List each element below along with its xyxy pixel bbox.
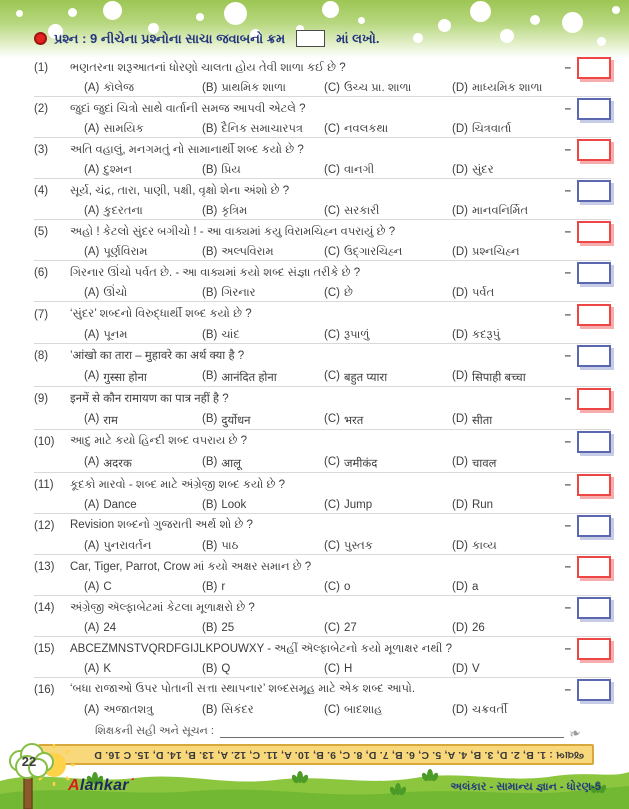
option[interactable] bbox=[324, 164, 452, 177]
question-number: (12) bbox=[34, 519, 55, 532]
answer-box[interactable] bbox=[577, 597, 611, 619]
answer-box[interactable] bbox=[577, 57, 611, 79]
option[interactable] bbox=[324, 499, 452, 511]
option-key: (C) bbox=[324, 287, 340, 300]
instruction-header bbox=[34, 30, 609, 47]
question-number: (15) bbox=[34, 643, 55, 656]
answer-box[interactable] bbox=[577, 304, 611, 326]
answer-dash: – bbox=[564, 144, 571, 157]
option-key: (B) bbox=[202, 82, 218, 95]
answer-box[interactable] bbox=[577, 515, 611, 537]
option[interactable] bbox=[452, 456, 611, 471]
option-label: दुर्योधन bbox=[221, 414, 251, 427]
option[interactable] bbox=[452, 329, 611, 342]
option[interactable] bbox=[202, 663, 324, 675]
option[interactable] bbox=[452, 205, 611, 218]
question-text: ABCEZMNSTVQRDFGIJLKPOUWXY - અહીં ઍલ્ફાબેટનો કયો મૂળાક્ષર નથી ? bbox=[70, 642, 453, 655]
sample-answer-box bbox=[296, 30, 325, 47]
option-label: છે bbox=[343, 287, 353, 300]
option-key: (B) bbox=[202, 412, 218, 425]
footer-book-title: અલંકાર - સામાન્ય જ્ઞાન - ધોરણ-5 bbox=[450, 781, 601, 793]
option-label: બાદશાહ bbox=[343, 703, 383, 716]
question-number: (9) bbox=[34, 392, 49, 405]
option[interactable] bbox=[324, 413, 452, 428]
option[interactable] bbox=[452, 287, 611, 300]
option-label: કદરૂપું bbox=[471, 328, 501, 341]
option-label: सिपाही बच्चा bbox=[471, 371, 526, 384]
question-row bbox=[34, 138, 611, 179]
option-key: (C) bbox=[324, 539, 340, 552]
option-key: (A) bbox=[84, 412, 100, 425]
question-number: (8) bbox=[34, 349, 49, 362]
option-label: દુશ્મન bbox=[103, 164, 133, 177]
question-row bbox=[34, 261, 611, 302]
option[interactable] bbox=[84, 205, 202, 218]
question-text: ‘બધા રાજાઓ ઉપર પોતાની સત્તા સ્થાપનાર’ શબ્દસમૂહ માટે એક શબ્દ આપો. bbox=[70, 683, 416, 696]
option-label: કૉલેજ bbox=[103, 82, 135, 95]
tree-graphic bbox=[2, 743, 80, 809]
answer-dash: – bbox=[564, 349, 571, 362]
option-label: સામયિક bbox=[103, 123, 144, 136]
option[interactable] bbox=[452, 82, 611, 95]
option-key: (A) bbox=[84, 246, 100, 259]
question-row bbox=[34, 179, 611, 220]
option-label: आनंदित होना bbox=[221, 371, 277, 384]
option-key: (D) bbox=[452, 205, 468, 218]
option-label: गुस्सा होना bbox=[103, 371, 147, 384]
option-label: Run bbox=[471, 499, 494, 512]
option[interactable] bbox=[324, 704, 452, 717]
option[interactable] bbox=[202, 164, 324, 177]
instruction-text-before: પ્રશ્ન : 9 નીચેના પ્રશ્નોના સાચા જવાબનો ક્રમ bbox=[54, 30, 286, 46]
option[interactable] bbox=[84, 287, 202, 300]
answer-key-text: જવાબ : 1. B, 2. D, 3. B, 4. A, 5. C, 6. B, 7. D, 8. C, 9. B, 10. A, 11. C, 12. A, 13. B, 14. D, 15. C 16. D bbox=[94, 749, 584, 761]
option-label: પુસ્તક bbox=[343, 539, 373, 552]
option-key: (D) bbox=[452, 703, 468, 716]
question-row bbox=[34, 637, 611, 678]
question-row bbox=[34, 302, 611, 343]
sprout-icon: ❧ bbox=[567, 723, 583, 743]
answer-dash: – bbox=[564, 308, 571, 321]
option-key: (D) bbox=[452, 412, 468, 425]
option-label: પૂર્ણવિરામ bbox=[103, 246, 148, 259]
option[interactable] bbox=[84, 456, 202, 471]
question-number: (4) bbox=[34, 185, 49, 198]
option[interactable] bbox=[202, 329, 324, 342]
question-row bbox=[34, 473, 611, 514]
question-text: इनमें से कौन रामायण का पात्र नहीं है ? bbox=[70, 393, 229, 406]
answer-box[interactable] bbox=[577, 431, 611, 453]
page-number: 22 bbox=[21, 754, 37, 769]
option[interactable] bbox=[202, 246, 324, 259]
option-label: રૂપાળું bbox=[343, 328, 370, 341]
option-label: પ્રિય bbox=[221, 164, 241, 177]
question-number: (16) bbox=[34, 683, 55, 696]
option-key: (D) bbox=[452, 164, 468, 177]
option-key: (D) bbox=[452, 246, 468, 259]
option-key: (B) bbox=[202, 369, 218, 382]
option-key: (D) bbox=[452, 82, 468, 95]
option[interactable] bbox=[84, 164, 202, 177]
option-label: ઉચ્ચ પ્રા. શાળા bbox=[343, 82, 412, 95]
option-label: પ્રશ્નચિહ્ન bbox=[471, 246, 520, 259]
option[interactable] bbox=[452, 413, 611, 428]
option[interactable] bbox=[324, 246, 452, 259]
option[interactable] bbox=[324, 205, 452, 218]
question-number: (7) bbox=[34, 308, 49, 321]
question-text: અતિ વહાલું, મનગમતું નો સામાનાર્થી શબ્દ કયો છે ? bbox=[70, 143, 304, 156]
option[interactable] bbox=[84, 622, 202, 634]
option-label: પૂનમ bbox=[103, 328, 128, 341]
option[interactable] bbox=[84, 581, 202, 593]
option-key: (A) bbox=[84, 581, 100, 594]
option-label: भरत bbox=[343, 414, 364, 427]
option-label: ગિરનાર bbox=[221, 287, 256, 300]
option-key: (D) bbox=[452, 499, 468, 512]
option[interactable] bbox=[324, 540, 452, 553]
option-label: o bbox=[343, 581, 351, 594]
option[interactable] bbox=[202, 540, 324, 553]
option[interactable] bbox=[202, 123, 324, 136]
option-key: (B) bbox=[202, 499, 218, 512]
option-label: દૈનિક સમાચારપત્ર bbox=[221, 123, 304, 136]
option-label: C bbox=[103, 581, 112, 594]
option-key: (A) bbox=[84, 328, 100, 341]
option[interactable] bbox=[202, 413, 324, 428]
option-label: ઊંચો bbox=[103, 287, 128, 300]
answer-dash: – bbox=[564, 267, 571, 280]
option[interactable] bbox=[452, 370, 611, 385]
option-label: अदरक bbox=[103, 457, 132, 470]
option-key: (C) bbox=[324, 328, 340, 341]
option-label: પાઠ bbox=[221, 539, 239, 552]
option-key: (C) bbox=[324, 164, 340, 177]
question-number: (6) bbox=[34, 267, 49, 280]
option[interactable] bbox=[324, 287, 452, 300]
option-key: (C) bbox=[324, 369, 340, 382]
answer-box[interactable] bbox=[577, 638, 611, 660]
option-key: (C) bbox=[324, 82, 340, 95]
question-number: (13) bbox=[34, 561, 55, 574]
question-row bbox=[34, 430, 611, 473]
question-row bbox=[34, 56, 611, 97]
option-label: आलू bbox=[221, 457, 241, 470]
option-label: Jump bbox=[343, 499, 373, 512]
option-key: (A) bbox=[84, 499, 100, 512]
option-label: સુંદર bbox=[471, 164, 494, 177]
option[interactable] bbox=[202, 499, 324, 511]
answer-box[interactable] bbox=[577, 388, 611, 410]
option-label: પુનરાવર્તન bbox=[103, 539, 152, 552]
option[interactable] bbox=[202, 456, 324, 471]
question-number: (3) bbox=[34, 144, 49, 157]
answer-dash: – bbox=[564, 435, 571, 448]
option[interactable] bbox=[324, 370, 452, 385]
question-text: સૂર્ય, ચંદ્ર, તારા, પાણી, પક્ષી, વૃક્ષો શેના અંશો છે ? bbox=[70, 184, 290, 197]
logo-text: Alankar bbox=[68, 777, 129, 794]
option-label: राम bbox=[103, 414, 118, 427]
option-label: V bbox=[471, 663, 480, 676]
option-key: (C) bbox=[324, 703, 340, 716]
option[interactable] bbox=[452, 663, 611, 675]
question-text: Car, Tiger, Parrot, Crow માં કયો અક્ષર સમાન છે ? bbox=[70, 560, 312, 573]
option[interactable] bbox=[84, 663, 202, 675]
answer-dash: – bbox=[564, 62, 571, 75]
option-key: (D) bbox=[452, 539, 468, 552]
answer-box[interactable] bbox=[577, 221, 611, 243]
red-dot-icon bbox=[34, 32, 47, 45]
option-key: (B) bbox=[202, 246, 218, 259]
option-key: (B) bbox=[202, 205, 218, 218]
answer-box[interactable] bbox=[577, 679, 611, 701]
option[interactable] bbox=[202, 704, 324, 717]
option-label: માધ્યમિક શાળા bbox=[471, 82, 543, 95]
option-key: (A) bbox=[84, 287, 100, 300]
option[interactable] bbox=[452, 123, 611, 136]
option-key: (B) bbox=[202, 164, 218, 177]
option-key: (D) bbox=[452, 581, 468, 594]
question-row bbox=[34, 514, 611, 555]
option[interactable] bbox=[84, 246, 202, 259]
option-label: માનવનિર્મિત bbox=[471, 205, 529, 218]
question-text: કૂદકો મારવો - શબ્દ માટે અંગ્રેજી શબ્દ કયો છે ? bbox=[70, 478, 285, 491]
option-key: (A) bbox=[84, 455, 100, 468]
option-key: (B) bbox=[202, 123, 218, 136]
option-label: કાવ્ય bbox=[471, 539, 497, 552]
option[interactable] bbox=[202, 370, 324, 385]
question-text: આદુ માટે કયો હિન્દી શબ્દ વપરાય છે ? bbox=[70, 435, 248, 448]
question-text: ‘સુંદર’ શબ્દનો વિરુદ્ધાર્થી શબ્દ કયો છે ? bbox=[70, 308, 252, 320]
question-row bbox=[34, 596, 611, 637]
answer-dash: – bbox=[564, 226, 571, 239]
option-key: (A) bbox=[84, 123, 100, 136]
option-key: (D) bbox=[452, 622, 468, 635]
option[interactable] bbox=[202, 287, 324, 300]
question-text: ’आंखो का तारा – मुहावरे का अर्थ क्या है ? bbox=[70, 350, 245, 363]
option-label: बहुत प्यारा bbox=[343, 371, 388, 384]
option[interactable] bbox=[202, 622, 324, 634]
answer-dash: – bbox=[564, 683, 571, 696]
option-label: અલ્પવિરામ bbox=[221, 246, 274, 259]
option-key: (A) bbox=[84, 205, 100, 218]
option-label: ચાંદ bbox=[221, 328, 240, 341]
question-row bbox=[34, 344, 611, 387]
question-text: અહો ! કેટલો સુંદર બગીચો ! - આ વાક્યમાં કયુ વિરામચિહ્ન વપરાયું છે ? bbox=[70, 225, 396, 238]
option-label: r bbox=[221, 581, 226, 594]
option-key: (B) bbox=[202, 539, 218, 552]
option-label: સિકંદર bbox=[221, 703, 254, 716]
option-key: (A) bbox=[84, 703, 100, 716]
option[interactable] bbox=[452, 622, 611, 634]
alankar-logo bbox=[68, 777, 134, 795]
answer-box[interactable] bbox=[577, 474, 611, 496]
option-key: (A) bbox=[84, 539, 100, 552]
question-text: જુદાં જુદાં ચિત્રો સાથે વાર્તાની સમજ આપવી એટલે ? bbox=[70, 102, 306, 115]
option-label: અજાતશત્રુ bbox=[103, 703, 154, 716]
option[interactable] bbox=[84, 123, 202, 136]
page-number-tree bbox=[2, 743, 80, 809]
question-row bbox=[34, 97, 611, 138]
option-label: चावल bbox=[471, 457, 497, 470]
option[interactable] bbox=[324, 329, 452, 342]
option[interactable] bbox=[84, 329, 202, 342]
option[interactable] bbox=[84, 499, 202, 511]
option-key: (C) bbox=[324, 499, 340, 512]
answer-box[interactable] bbox=[577, 139, 611, 161]
option[interactable] bbox=[324, 581, 452, 593]
answer-box[interactable] bbox=[577, 345, 611, 367]
option[interactable] bbox=[452, 540, 611, 553]
option-key: (A) bbox=[84, 369, 100, 382]
answer-box[interactable] bbox=[577, 556, 611, 578]
option-label: Dance bbox=[103, 499, 137, 512]
option[interactable] bbox=[84, 413, 202, 428]
option-key: (C) bbox=[324, 246, 340, 259]
questions-list bbox=[34, 56, 611, 718]
option-label: કૃત્રિમ bbox=[221, 205, 248, 218]
option-key: (C) bbox=[324, 455, 340, 468]
option-label: 25 bbox=[221, 622, 235, 635]
option[interactable] bbox=[84, 82, 202, 95]
question-row bbox=[34, 678, 611, 718]
question-text: ગિરનાર ઊંચો પર્વત છે. - આ વાક્યમાં કયો શબ્દ સંજ્ઞા તરીકે છે ? bbox=[70, 266, 361, 279]
option-key: (B) bbox=[202, 581, 218, 594]
question-text: અંગ્રેજી ઍલ્ફાબેટમાં કેટલા મૂળાક્ષરો છે ? bbox=[70, 601, 255, 614]
answer-dash: – bbox=[564, 392, 571, 405]
option-key: (B) bbox=[202, 287, 218, 300]
option[interactable] bbox=[202, 82, 324, 95]
option-key: (B) bbox=[202, 328, 218, 341]
option-label: 24 bbox=[103, 622, 117, 635]
option-label: 27 bbox=[343, 622, 357, 635]
option-label: Q bbox=[221, 663, 231, 676]
answer-dash: – bbox=[564, 103, 571, 116]
option[interactable] bbox=[202, 581, 324, 593]
option-label: Look bbox=[221, 499, 247, 512]
option-key: (C) bbox=[324, 663, 340, 676]
answer-dash: – bbox=[564, 479, 571, 492]
teacher-signature-row bbox=[95, 723, 583, 743]
option-label: 26 bbox=[471, 622, 485, 635]
option-key: (A) bbox=[84, 663, 100, 676]
option-label: સરકારી bbox=[343, 205, 380, 218]
question-row bbox=[34, 387, 611, 430]
option[interactable] bbox=[84, 704, 202, 717]
option-key: (C) bbox=[324, 123, 340, 136]
question-number: (5) bbox=[34, 226, 49, 239]
option-key: (D) bbox=[452, 663, 468, 676]
option-key: (B) bbox=[202, 663, 218, 676]
question-number: (2) bbox=[34, 103, 49, 116]
option-key: (B) bbox=[202, 455, 218, 468]
option[interactable] bbox=[452, 164, 611, 177]
option-label: K bbox=[103, 663, 112, 676]
option[interactable] bbox=[324, 663, 452, 675]
option-label: કુદરતના bbox=[103, 205, 143, 218]
question-number: (14) bbox=[34, 602, 55, 615]
question-number: (1) bbox=[34, 62, 49, 75]
option-label: પર્વત bbox=[471, 287, 495, 300]
option-key: (A) bbox=[84, 622, 100, 635]
question-text: Revision શબ્દનો ગુજરાતી અર્થ શો છે ? bbox=[70, 519, 253, 532]
option-key: (D) bbox=[452, 455, 468, 468]
answer-dash: – bbox=[564, 643, 571, 656]
option[interactable] bbox=[84, 370, 202, 385]
option-key: (B) bbox=[202, 703, 218, 716]
option[interactable] bbox=[84, 540, 202, 553]
option[interactable] bbox=[324, 123, 452, 136]
option[interactable] bbox=[202, 205, 324, 218]
option-key: (C) bbox=[324, 581, 340, 594]
option-label: H bbox=[343, 663, 353, 676]
option[interactable] bbox=[452, 704, 611, 717]
option[interactable] bbox=[324, 456, 452, 471]
option-key: (C) bbox=[324, 412, 340, 425]
top-decoration-band bbox=[0, 0, 629, 58]
question-row bbox=[34, 555, 611, 596]
option[interactable] bbox=[452, 246, 611, 259]
signature-line[interactable] bbox=[220, 724, 564, 738]
option-label: વાનગી bbox=[343, 164, 375, 177]
answer-dash: – bbox=[564, 185, 571, 198]
option-key: (D) bbox=[452, 328, 468, 341]
option-label: a bbox=[471, 581, 479, 594]
question-row bbox=[34, 220, 611, 261]
answer-dash: – bbox=[564, 561, 571, 574]
option[interactable] bbox=[452, 581, 611, 593]
option-label: जमीकंद bbox=[343, 457, 378, 470]
option-key: (A) bbox=[84, 82, 100, 95]
question-number: (10) bbox=[34, 435, 55, 448]
option-key: (A) bbox=[84, 164, 100, 177]
option-key: (C) bbox=[324, 622, 340, 635]
teacher-signature-label: શિક્ષકની સહી અને સૂચન : bbox=[95, 725, 214, 737]
option-label: ચક્રવર્તી bbox=[471, 703, 508, 716]
option-key: (D) bbox=[452, 123, 468, 136]
answer-box[interactable] bbox=[577, 98, 611, 120]
instruction-text-after: માં લખો. bbox=[336, 30, 380, 46]
option-key: (B) bbox=[202, 622, 218, 635]
option[interactable] bbox=[324, 82, 452, 95]
option-key: (C) bbox=[324, 205, 340, 218]
option-key: (D) bbox=[452, 369, 468, 382]
option-label: सीता bbox=[471, 414, 493, 427]
question-text: ભણતરના શરૂઆતનાં ધોરણો ચાલતા હોય તેવી શાળા કઈ છે ? bbox=[70, 61, 346, 74]
answer-box[interactable] bbox=[577, 262, 611, 284]
option-label: ચિત્રવાર્તા bbox=[471, 123, 512, 136]
answer-dash: – bbox=[564, 602, 571, 615]
option-label: નવલકથા bbox=[343, 123, 389, 136]
option-label: પ્રાથમિક શાળા bbox=[221, 82, 286, 95]
option-key: (D) bbox=[452, 287, 468, 300]
answer-box[interactable] bbox=[577, 180, 611, 202]
option[interactable] bbox=[452, 499, 611, 511]
question-number: (11) bbox=[34, 479, 54, 492]
logo-dot: ˙ bbox=[128, 777, 135, 794]
option[interactable] bbox=[324, 622, 452, 634]
option-label: ઉદ્ગારચિહ્ન bbox=[343, 246, 403, 259]
answer-dash: – bbox=[564, 519, 571, 532]
